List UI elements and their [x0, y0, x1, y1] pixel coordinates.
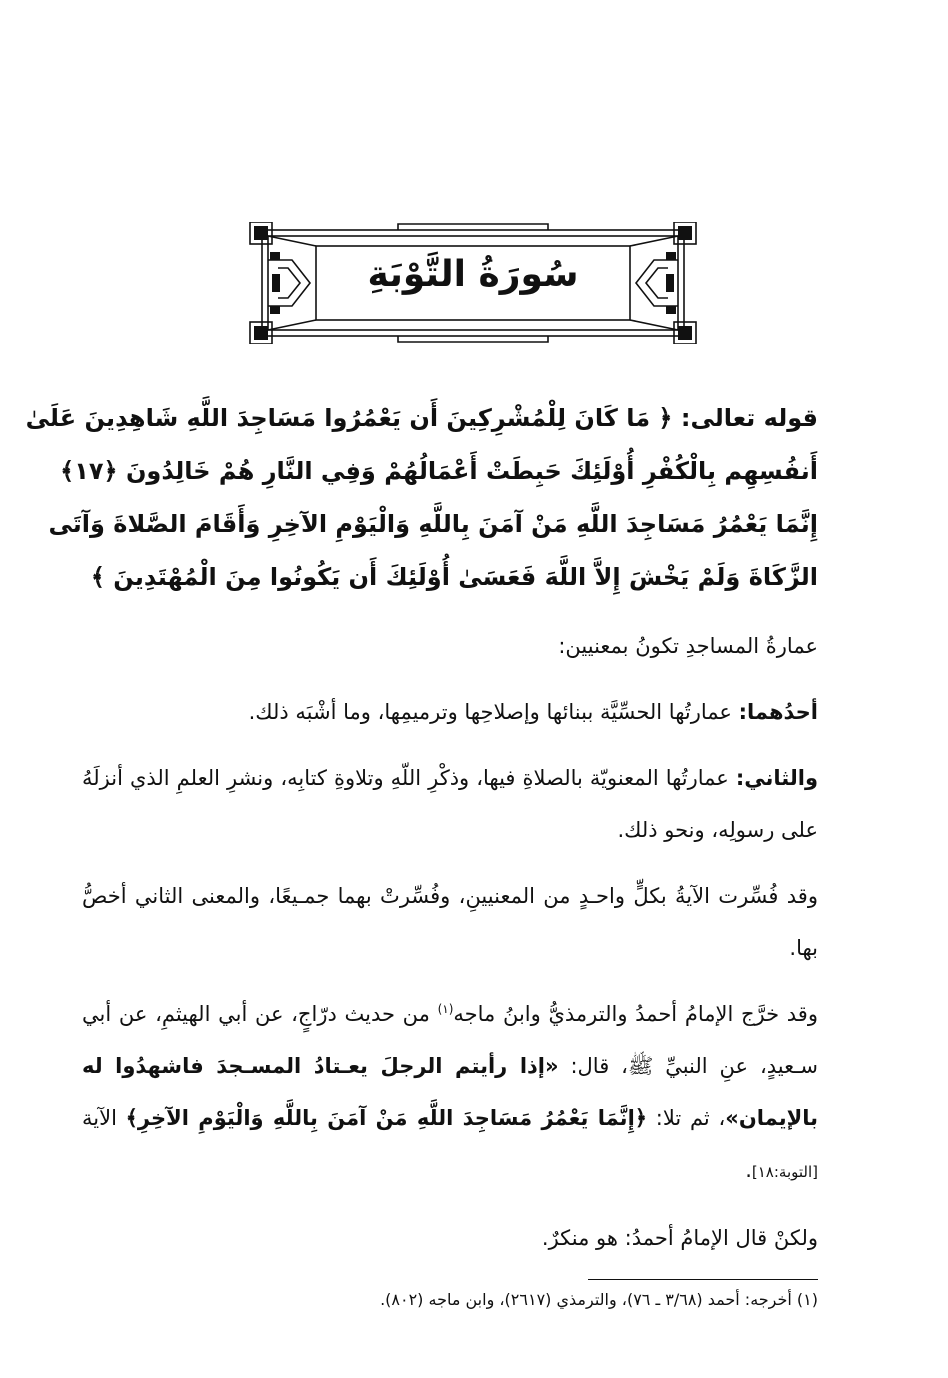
main-text	[25, 392, 818, 1264]
quran-verse-block	[25, 392, 818, 604]
paragraph-text: من حديث درّاجٍ، عن أبي الهيثمِ، عن أبي سـعيدٍ، عنِ النبيِّ ﷺ، قال:	[82, 1002, 818, 1078]
verse-line: إِنَّمَا يَعْمُرُ مَسَاجِدَ اللَّهِ مَنْ آمَنَ بِاللَّهِ وَالْيَوْمِ الآخِرِ وَأَقَامَ الصَّلاةَ وَآتَى	[48, 510, 818, 538]
verse-reference: [التوبة:١٨]	[751, 1163, 818, 1181]
surah-title-frame	[248, 222, 698, 344]
hadith-quote: «إذا رأيتم الرجلَ يعـتادُ المسـجدَ فاشهدُوا له بالإيمان»	[82, 1054, 818, 1130]
paragraph-first-meaning	[82, 686, 818, 738]
paragraph-conclusion: ولكنْ قال الإمامُ أحمدُ: هو منكرٌ.	[541, 1226, 818, 1250]
paragraph-second-meaning	[82, 752, 818, 856]
paragraph-interpretation: وقد فُسِّرت الآيةُ بكلٍّ واحـدٍ من المعنيينِ، وفُسِّرتْ بهما جمـيعًا، والمعنى الثاني أخصُّ بها.	[82, 884, 818, 960]
footnote: (١) أخرجه: أحمد (٣/٦٨ ـ ٧٦)، والترمذي (٢٦١٧)، وابن ماجه (٨٠٢).	[380, 1290, 818, 1309]
quran-quote: ﴿إِنَّمَا يَعْمُرُ مَسَاجِدَ اللَّهِ مَنْ آمَنَ بِاللَّهِ وَالْيَوْمِ الآخِرِ﴾	[125, 1106, 648, 1130]
paragraph-lead: أحدُهما:	[738, 700, 818, 724]
footnote-marker: (١)	[437, 1002, 454, 1016]
paragraph-text: .	[745, 1158, 752, 1182]
verse-line: الزَّكَاةَ وَلَمْ يَخْشَ إِلاَّ اللَّهَ فَعَسَىٰ أُوْلَئِكَ أَن يَكُونُوا مِنَ الْمُهْتَدِينَ ﴾	[90, 563, 818, 591]
verse-line: قوله تعالى: ﴿ مَا كَانَ لِلْمُشْرِكِينَ أَن يَعْمُرُوا مَسَاجِدَ اللَّهِ شَاهِدِينَ عَلَىٰ	[25, 404, 818, 432]
paragraph-intro: عمارةُ المساجدِ تكونُ بمعنيين:	[558, 634, 818, 658]
paragraph-lead: والثاني:	[735, 766, 818, 790]
footnote-divider	[588, 1279, 818, 1280]
paragraph-text: عمارتُها الحسِّيَّة ببنائها وإصلاحِها وترميمِها، وما أشْبَه ذلك.	[248, 700, 739, 724]
paragraph-text: الآية	[82, 1106, 126, 1130]
paragraph-text: عمارتُها المعنويّة بالصلاةِ فيها، وذكْرِ اللّهِ وتلاوةِ كتابِه، ونشرِ العلمِ الذي أنزلَهُ على رسولِه، ونحو ذلك.	[82, 766, 818, 842]
paragraph-text: وقد خرَّج الإمامُ أحمدُ والترمذيُّ وابنُ ماجه	[453, 1002, 818, 1026]
paragraph-hadith	[82, 988, 818, 1198]
verse-line: أَنفُسِهِم بِالْكُفْرِ أُوْلَئِكَ حَبِطَتْ أَعْمَالُهُمْ وَفِي النَّارِ هُمْ خَالِدُونَ ﴿١٧﴾	[60, 457, 818, 485]
surah-title: سُورَةُ التَّوْبَةِ	[367, 254, 579, 295]
paragraph-text: ، ثم تلا:	[647, 1106, 726, 1130]
